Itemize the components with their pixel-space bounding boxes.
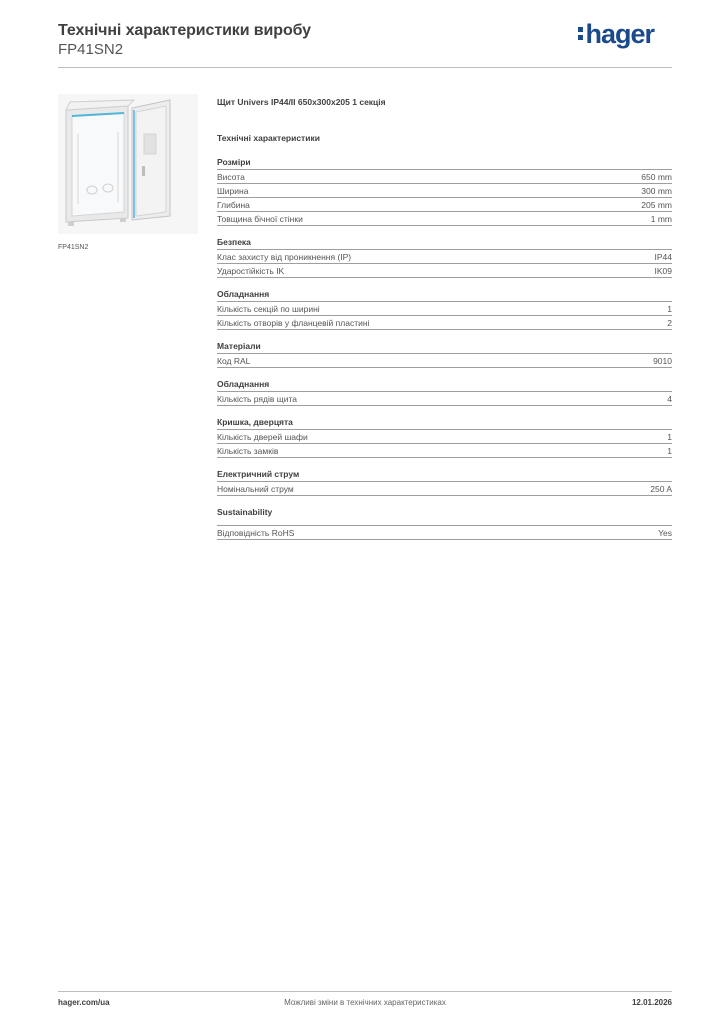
product-image [58,94,198,234]
spec-value: 1 [667,432,672,442]
spec-row [217,482,672,496]
group-title: Sustainability [217,507,273,517]
footer-date: 12.01.2026 [631,998,672,1007]
spec-label: Номінальний струм [217,484,294,494]
spec-label: Клас захисту від проникнення (IP) [217,252,352,262]
spec-row [217,184,672,198]
header-divider [58,67,672,68]
spec-value: IK09 [654,266,672,276]
spec-label: Товщина бічної стінки [217,214,303,224]
hager-logo[interactable] [578,20,654,48]
spec-label: Відповідність RoHS [217,528,295,538]
spec-value: 4 [667,394,672,404]
spec-label: Код RAL [217,356,251,366]
spec-label: Кількість отворів у фланцевій пластині [217,318,370,328]
spec-group-cover-doors [217,416,672,458]
spec-label: Ширина [217,186,249,196]
spec-group-equipment [217,288,672,330]
spec-row [217,198,672,212]
spec-value: 9010 [653,356,672,366]
spec-panel [217,96,672,540]
spec-row [217,264,672,278]
spec-value: 650 mm [641,172,672,182]
spec-row [217,430,672,444]
spec-group-equipment-rows [217,378,672,406]
spec-row [217,392,672,406]
spec-label: Кількість рядів щита [217,394,297,404]
spec-value: 1 mm [650,214,672,224]
spec-row [217,212,672,226]
logo-text: hager [585,19,654,49]
spec-label: Кількість замків [217,446,279,456]
spec-row [217,316,672,330]
spec-value: 300 mm [641,186,672,196]
spec-group-safety [217,236,672,278]
group-title: Обладнання [217,288,672,302]
spec-group-electric-current [217,468,672,496]
spec-value: Yes [658,528,672,538]
product-name: Щит Univers IP44/II 650x300x205 1 секція [217,97,386,107]
spec-value: 2 [667,318,672,328]
footer-divider [58,991,672,992]
page-header [58,20,672,68]
spec-label: Висота [217,172,245,182]
spec-label: Глибина [217,200,250,210]
document-title: Технічні характеристики виробу [58,22,311,39]
spec-value: 1 [667,446,672,456]
group-title: Обладнання [217,378,672,392]
image-caption: FP41SN2 [58,244,89,251]
spec-group-materials [217,340,672,368]
spec-row [217,354,672,368]
spec-row [217,170,672,184]
spec-value: 250 A [650,484,672,494]
spec-row [217,525,672,540]
group-title: Матеріали [217,340,672,354]
spec-group-dimensions [217,156,672,226]
spec-section-title: Технічні характеристики [217,133,320,143]
group-title: Безпека [217,236,672,250]
logo-dots-icon [578,20,584,40]
cabinet-illustration-icon [58,94,198,234]
footer-note: Можливі зміни в технічних характеристиках [284,998,446,1007]
spec-label: Кількість дверей шафи [217,432,308,442]
spec-value: IP44 [654,252,672,262]
spec-group-sustainability [217,506,672,540]
spec-label: Ударостійкість IK [217,266,285,276]
group-title: Розміри [217,156,672,170]
spec-row [217,302,672,316]
spec-label: Кількість секцій по ширині [217,304,320,314]
spec-value: 205 mm [641,200,672,210]
group-title: Кришка, дверцята [217,416,672,430]
spec-row [217,250,672,264]
group-title: Електричний струм [217,468,672,482]
footer-site-link[interactable]: hager.com/ua [58,998,110,1007]
spec-row [217,444,672,458]
spec-value: 1 [667,304,672,314]
product-code: FP41SN2 [58,41,124,58]
